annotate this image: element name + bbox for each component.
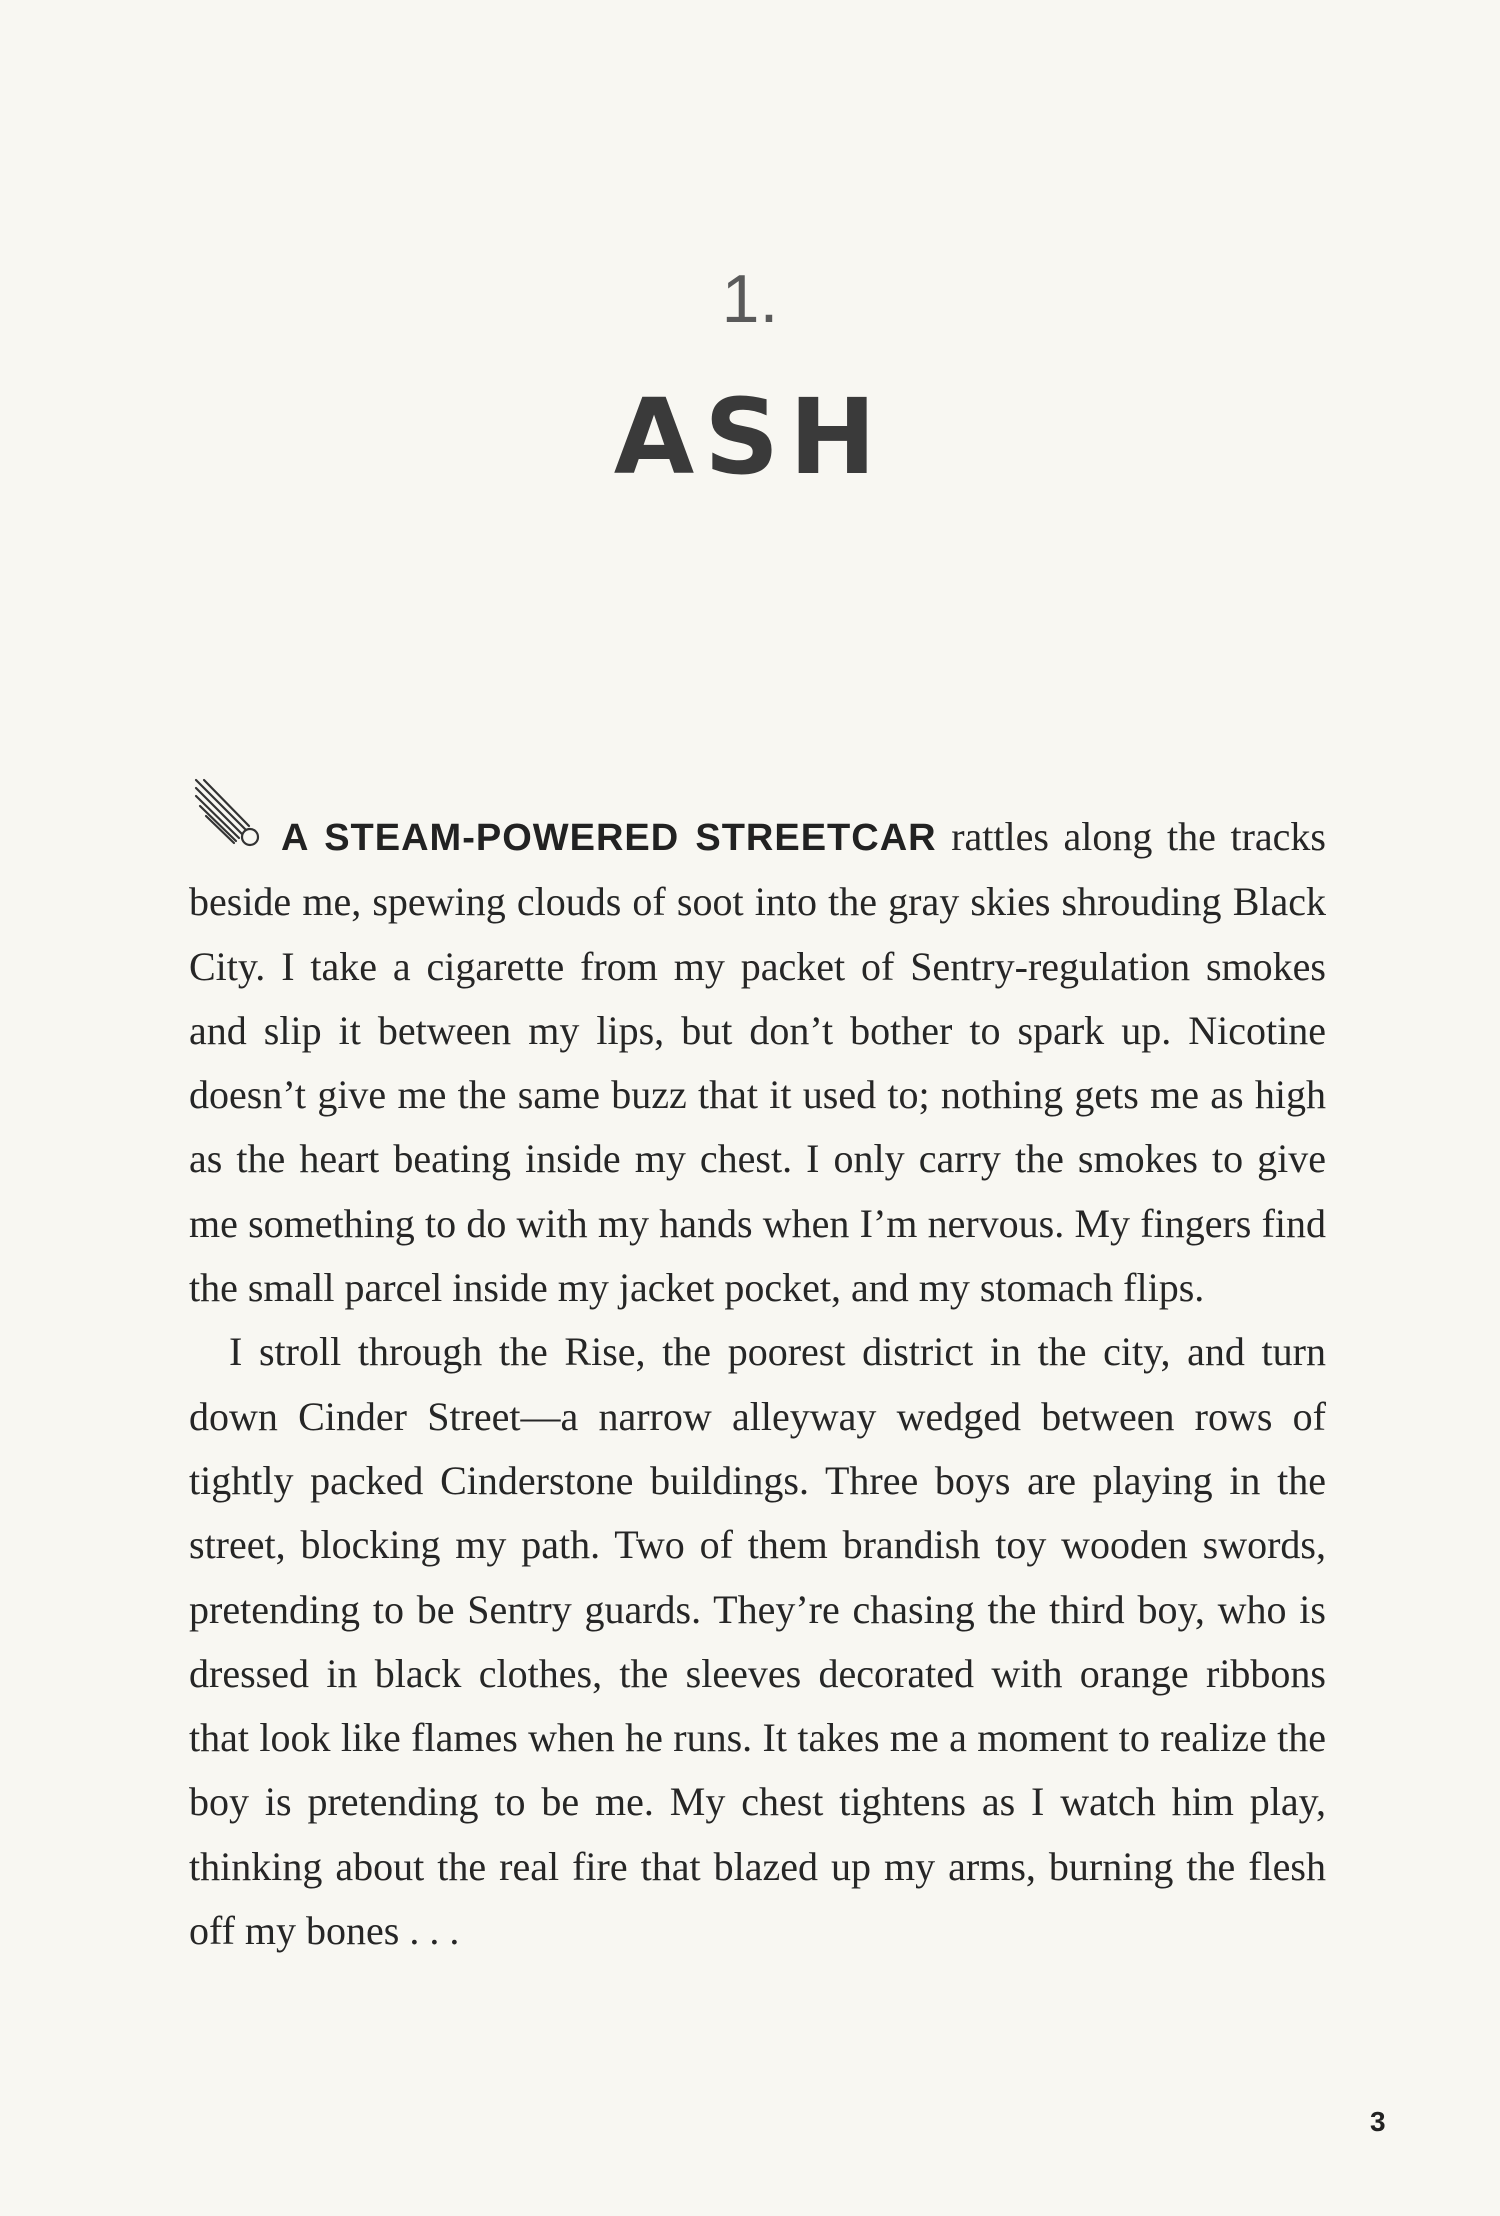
paragraph-lead-in: A STEAM-POWERED STREETCAR — [281, 817, 937, 859]
paragraph-text: rattles along the tracks beside me, spewing clouds of soot into the gray skies shrouding Black City. I take a cigarette from my packet of Sentry-regulation smokes and slip it between my lips, but don’t bother to spark up. Nicotine doesn’t give me the same buzz that it used to; nothing gets me as high as the heart beating inside my chest. I only carry the smokes to give me something to do with my hands when I’m nervous. My fingers find the small parcel inside my jacket pocket, and my stomach flips. — [189, 814, 1326, 1311]
chapter-number: 1. — [721, 261, 779, 337]
paragraph — [189, 805, 1326, 1320]
paragraph-text: I stroll through the Rise, the poorest district in the city, and turn down Cinder Street—a narrow alleyway wedged between rows of tightly packed Cinderstone buildings. Three boys are playing in the street, blocking my path. Two of them brandish toy wooden swords, pretending to be Sentry guards. They’re chasing the third boy, who is dressed in black clothes, the sleeves decorated with orange ribbons that look like flames when he runs. It takes me a moment to realize the boy is pretending to be me. My chest tightens as I watch him play, thinking about the real fire that blazed up my arms, burning the flesh off my bones . . . — [189, 1329, 1326, 1954]
chapter-title: ASH — [613, 376, 887, 498]
paragraph — [189, 1320, 1326, 1963]
chapter-body — [189, 805, 1326, 1963]
page-number: 3 — [1370, 2106, 1386, 2137]
